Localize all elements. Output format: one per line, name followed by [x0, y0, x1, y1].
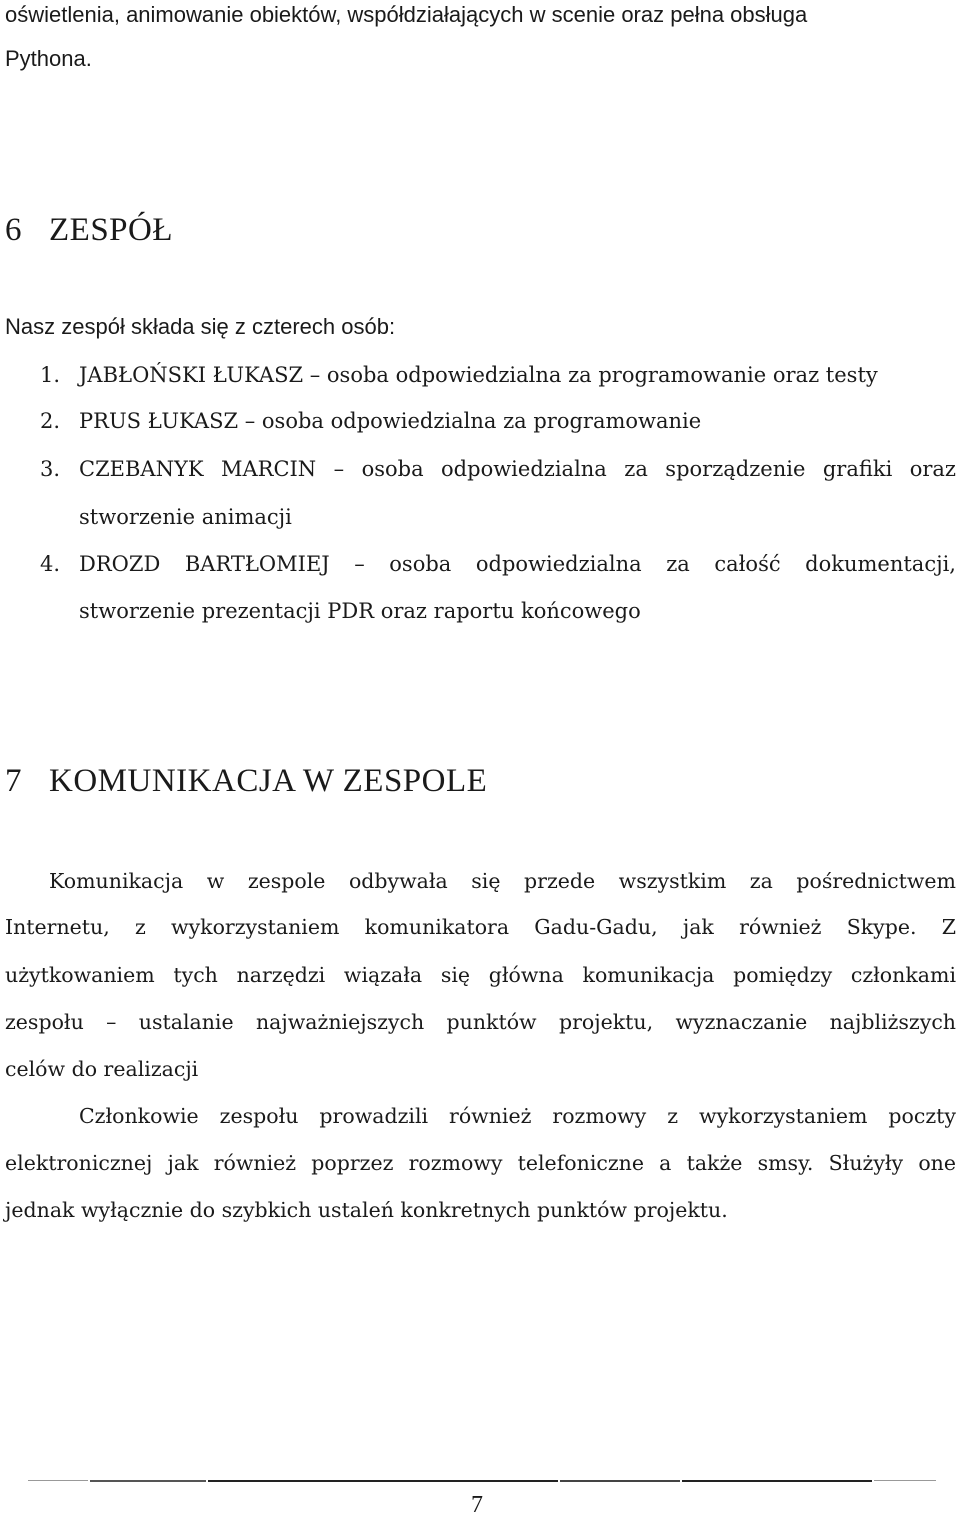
paragraph-1-line-1: Komunikacja w zespole odbywała się przede wszystkim za pośrednictwem: [49, 869, 956, 893]
section-7-number: 7: [5, 763, 22, 799]
footer-rule: [28, 1480, 936, 1483]
paragraph-1-line-2: Internetu, z wykorzystaniem komunikatora Gadu-Gadu, jak również Skype. Z: [5, 915, 956, 939]
paragraph-2-line-1: Członkowie zespołu prowadzili również rozmowy z wykorzystaniem poczty: [79, 1104, 956, 1128]
paragraph-2-line-2: elektronicznej jak również poprzez rozmowy telefoniczne a także smsy. Służyły one: [5, 1151, 956, 1175]
section-6-lead: Nasz zespół składa się z czterech osób:: [5, 314, 396, 339]
section-6-number: 6: [5, 212, 22, 248]
paragraph-1-line-4: zespołu – ustalanie najważniejszych punktów projektu, wyznaczanie najbliższych: [5, 1010, 956, 1034]
paragraph-1-line-5: celów do realizacji: [5, 1057, 199, 1081]
section-6-heading: [5, 210, 173, 250]
list-item-2-number: 2.: [40, 409, 61, 433]
list-item-3-text-cont: stworzenie animacji: [79, 505, 292, 529]
list-item-2-text: PRUS ŁUKASZ – osoba odpowiedzialna za programowanie: [79, 409, 702, 433]
list-item-1-text: JABŁOŃSKI ŁUKASZ – osoba odpowiedzialna za programowanie oraz testy: [79, 363, 878, 387]
paragraph-2-line-3: jednak wyłącznie do szybkich ustaleń konkretnych punktów projektu.: [5, 1198, 728, 1222]
section-7-title: KOMUNIKACJA W ZESPOLE: [49, 763, 488, 799]
list-item-1-number: 1.: [40, 363, 61, 387]
list-item-3-number: 3.: [40, 457, 61, 481]
list-item-4-number: 4.: [40, 552, 61, 576]
list-item-3-text: CZEBANYK MARCIN – osoba odpowiedzialna za sporządzenie grafiki oraz: [79, 457, 956, 481]
intro-line-1: oświetlenia, animowanie obiektów, współdziałających w scenie oraz pełna obsługa: [5, 2, 808, 27]
list-item-4-text-cont: stworzenie prezentacji PDR oraz raportu końcowego: [79, 599, 641, 623]
paragraph-1-line-3: użytkowaniem tych narzędzi wiązała się główna komunikacja pomiędzy członkami: [5, 963, 956, 987]
section-6-title: ZESPÓŁ: [49, 212, 174, 248]
intro-line-2: Pythona.: [5, 46, 92, 71]
section-7-heading: [5, 761, 487, 801]
list-item-4-text: DROZD BARTŁOMIEJ – osoba odpowiedzialna za całość dokumentacji,: [79, 552, 956, 576]
page-number: 7: [471, 1492, 483, 1518]
